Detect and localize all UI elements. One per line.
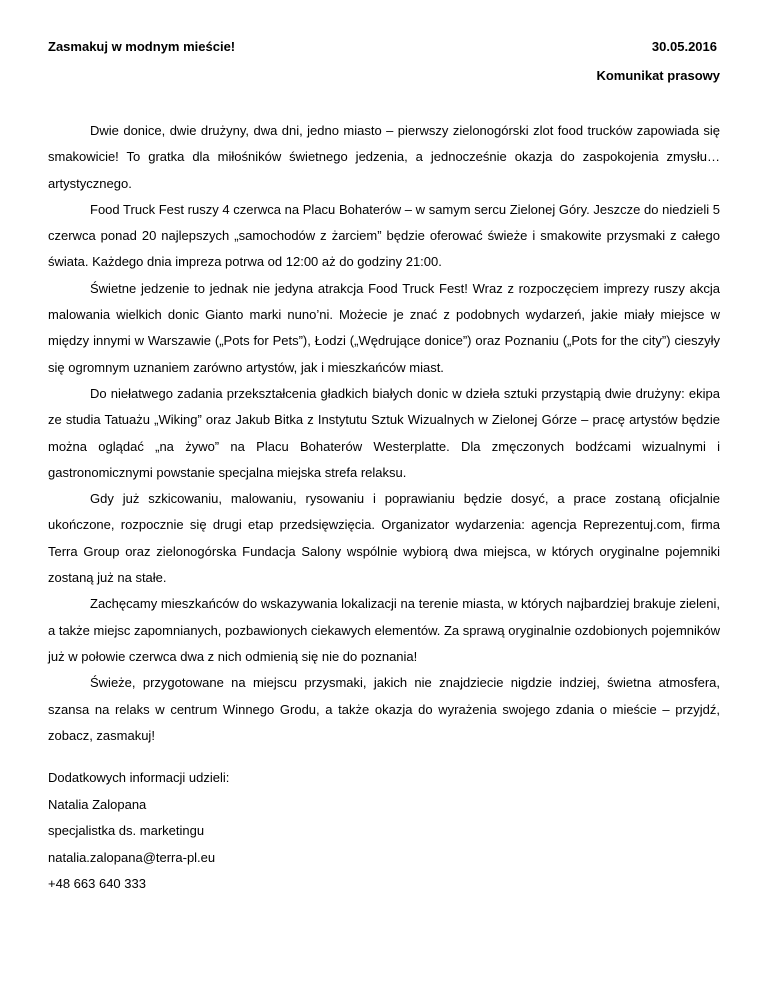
contact-phone: +48 663 640 333 (48, 876, 146, 891)
paragraph: Food Truck Fest ruszy 4 czerwca na Placu Bohaterów – w samym sercu Zielonej Góry. Jeszcze do niedzieli 5 czerwca ponad 20 najlepszych „samochodów z żarciem” będzie oferować świeże i smakowite przysmaki z całego świata. Każdego dnia impreza potrwa od 12:00 aż do godziny 21:00. (48, 201, 720, 270)
header-row (48, 39, 720, 59)
document-kind: Komunikat prasowy (596, 68, 720, 83)
paragraph: Dwie donice, dwie drużyny, dwa dni, jedno miasto – pierwszy zielonogórski zlot food trucków zapowiada się smakowicie! To gratka dla miłośników świetnego jedzenia, a jednocześnie okazja do zaspokojenia zmysłu… artystycznego. (48, 123, 720, 191)
paragraph: Gdy już szkicowaniu, malowaniu, rysowaniu i poprawianiu będzie dosyć, a prace zostaną oficjalnie ukończone, rozpocznie się drugi etap przedsięwzięcia. Organizator wydarzenia: agencja Reprezentuj.com, firma Terra Group oraz zielonogórska Fundacja Salony wspólnie wybiorą dwa miejsca, w których oryginalne pojemniki zostaną już na stałe. (48, 491, 720, 586)
paragraph: Świeże, przygotowane na miejscu przysmaki, jakich nie znajdziecie nigdzie indziej, świetna atmosfera, szansa na relaks w centrum Winnego Grodu, a także okazja do wyrażenia swojego zdania o mieście – przyjdź, zobacz, zasmakuj! (48, 675, 720, 743)
body-text (48, 118, 720, 749)
contact-block (48, 765, 720, 898)
contact-name: Natalia Zalopana (48, 796, 147, 812)
paragraph: Do niełatwego zadania przekształcenia gładkich białych donic w dzieła sztuki przystąpią dwie drużyny: ekipa ze studia Tatuażu „Wiking” oraz Jakub Bitka z Instytutu Sztuk Wizualnych w Zielonej Górze – pracę artystów będzie można oglądać „na żywo” na Placu Bohaterów Westerplatte. Dla zmęczonych bodźcami wizualnymi i gastronomicznymi powstanie specjalna miejska strefa relaksu. (48, 385, 720, 480)
contact-email: natalia.zalopana@terra-pl.eu (48, 849, 216, 865)
document-title: Zasmakuj w modnym mieście! (48, 39, 236, 54)
contact-role: specjalistka ds. marketingu (48, 823, 205, 838)
paragraph: Zachęcamy mieszkańców do wskazywania lokalizacji na terenie miasta, w których najbardziej brakuje zieleni, a także miejsc zapomnianych, pozbawionych ciekawych elementów. Za sprawą oryginalnie ozdobionych pojemników już w połowie czerwca dwa z nich odmienią się nie do poznania! (48, 596, 721, 664)
document-date: 30.05.2016 (651, 39, 717, 54)
paragraph: Świetne jedzenie to jednak nie jedyna atrakcja Food Truck Fest! Wraz z rozpoczęciem imprezy ruszy akcja malowania wielkich donic Gianto marki nuno’ni. Możecie je znać z podobnych wydarzeń, jakie miały miejsce w między innymi w Warszawie („Pots for Pets”), Łodzi („Wędrujące donice”) oraz Poznaniu („Pots for the city”) cieszyły się ogromnym uznaniem zarówno artystów, jak i mieszkańców miast. (48, 280, 720, 375)
contact-intro: Dodatkowych informacji udzieli: (48, 770, 230, 785)
